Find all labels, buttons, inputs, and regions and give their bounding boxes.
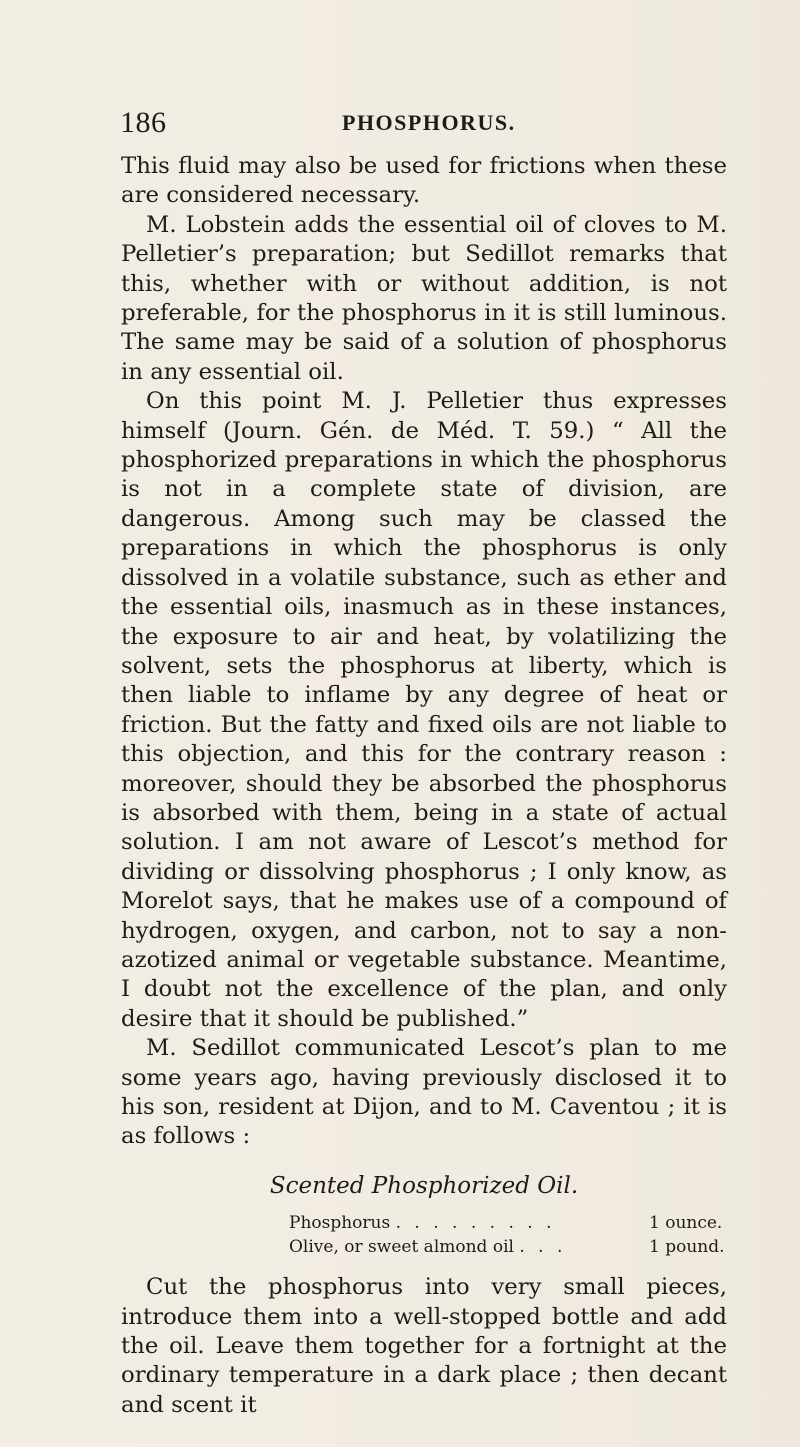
page-number: 186 [120,106,167,139]
paragraph-lobstein: M. Lobstein adds the essential oil of cloves to M. Pelletier’s preparation; but Sedillot remarks that this, whether with or without addition, is not preferable, for the phosphorus in it is still luminous. The same may be said of a solution of phosphorus in any essential oil. [121,211,727,385]
ingredient-name-cell [289,1235,649,1259]
ingredient-quantity: 1 pound. [649,1237,725,1258]
ingredient-name-cell [289,1211,649,1235]
paragraph-sedillot: M. Sedillot communicated Lescot’s plan to me some years ago, having previously disclosed it to his son, resident at Dijon, and to M. Caventou ; it is as follows : [121,1035,727,1150]
dot-leader: . . . [519,1237,567,1258]
body-text [121,152,727,1420]
recipe-title: Scented Phosphorized Oil. [269,1172,579,1199]
paragraph-preparation-instructions: Cut the phosphorus into very small pieces, introduce them into a well-stopped bottle and add the oil. Leave them together for a fortnight at the ordinary temperature in a dark place ; then decant and scent it [121,1274,727,1418]
paragraph-pelletier-quote: On this point M. J. Pelletier thus expresses himself (Journ. Gén. de Méd. T. 59.) “ All the phosphorized preparations in which the phosphorus is not in a complete state of division, are dangerous. Among such may be classed the preparations in which the phosphorus is only dissolved in a volatile substance, such as ether and the essential oils, inasmuch as in these instances, the exposure to air and heat, by volatilizing the solvent, sets the phosphorus at liberty, which is then liable to inflame by any degree of heat or friction. But the fatty and fixed oils are not liable to this objection, and this for the contrary reason : moreover, should they be absorbed the phosphorus is absorbed with them, being in a state of actual solution. I am not aware of Lescot’s method for dividing or dissolving phosphorus ; I only know, as Morelot says, that he makes use of a compound of hydrogen, oxygen, and carbon, not to say a non-azotized animal or vegetable substance. Meantime, I doubt not the excellence of the plan, and only desire that it should be published.” [121,388,727,1032]
ingredient-row [289,1235,737,1259]
ingredient-name: Olive, or sweet almond oil [289,1237,514,1258]
page-header [120,106,730,138]
running-head: PHOSPHORUS. [342,110,516,135]
ingredient-row [289,1211,737,1235]
paragraph-frictions: This fluid may also be used for frictions when these are considered necessary. [121,153,727,209]
dot-leader: . . . . . . . . . [395,1213,556,1234]
recipe-ingredients [289,1211,737,1259]
ingredient-name: Phosphorus [289,1213,391,1234]
ingredient-quantity: 1 ounce. [649,1213,723,1234]
